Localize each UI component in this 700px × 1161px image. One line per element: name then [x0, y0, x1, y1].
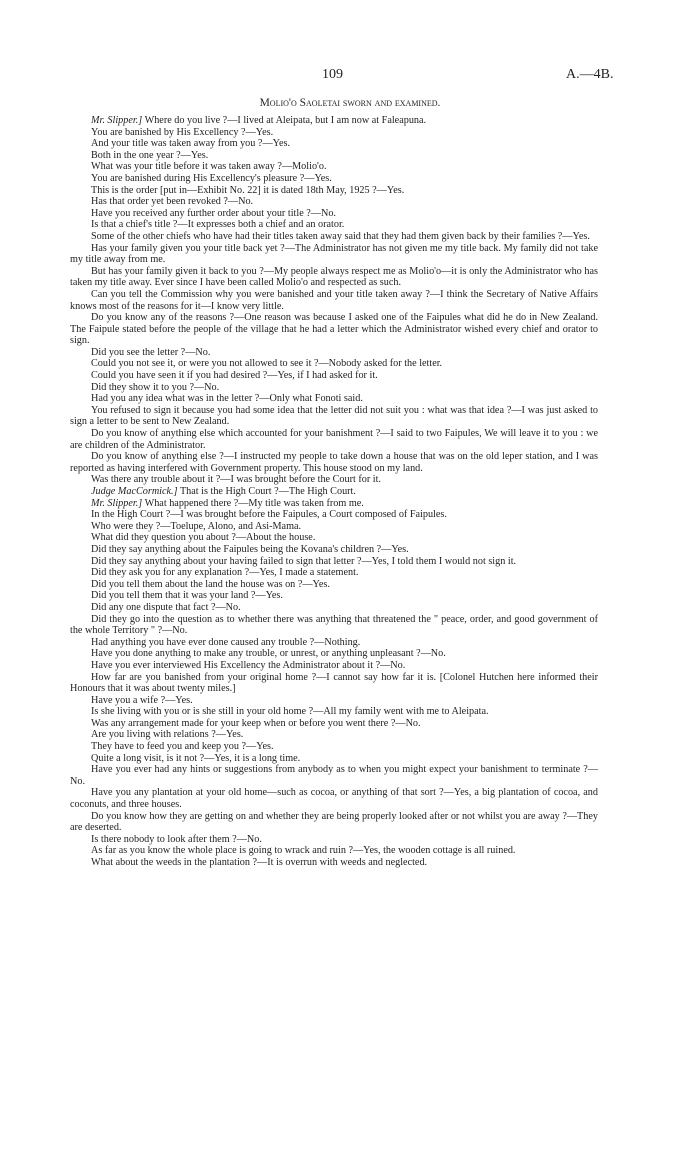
testimony-paragraph — [70, 347, 598, 359]
testimony-paragraph — [70, 787, 598, 810]
testimony-paragraph — [70, 706, 598, 718]
testimony-paragraph — [70, 660, 598, 672]
paragraph-text: And your title was taken away from you ?—Yes. — [91, 138, 290, 150]
testimony-paragraph — [70, 532, 598, 544]
testimony-paragraph — [70, 266, 598, 289]
paragraph-text: Have you ever interviewed His Excellency the Administrator about it ?—No. — [91, 659, 406, 671]
paragraph-text: You are banished by His Excellency ?—Yes. — [91, 126, 274, 138]
testimony-paragraph — [70, 370, 598, 382]
paragraph-text: Who were they ?—Toelupe, Alono, and Asi-Mama. — [91, 520, 302, 532]
paragraph-text: In the High Court ?—I was brought before the Faipules, a Court composed of Faipules. — [91, 509, 447, 521]
paragraph-text: Have you any plantation at your old home—such as cocoa, or anything of that sort ?—Yes, a big plantation of cocoa, and coconuts, and three houses. — [70, 787, 598, 811]
paragraph-text: Where do you live ?—I lived at Aleipata, but I am now at Faleapuna. — [142, 115, 427, 126]
testimony-paragraph — [70, 138, 598, 150]
paragraph-text: Have you ever had any hints or suggestions from anybody as to when you might expect your banishment to terminate ?—No. — [70, 764, 598, 787]
paragraph-text: Had anything you have ever done caused any trouble ?—Nothing. — [91, 636, 361, 648]
paragraph-text: Did they ask you for any explanation ?—Yes, I made a statement. — [91, 567, 359, 579]
testimony-paragraph — [70, 648, 598, 660]
testimony-paragraph — [70, 405, 598, 428]
testimony-paragraph — [70, 498, 598, 510]
testimony-paragraph — [70, 695, 598, 707]
testimony-paragraph — [70, 289, 598, 312]
paragraph-text: Quite a long visit, is it not ?—Yes, it is a long time. — [91, 752, 301, 764]
testimony-paragraph — [70, 729, 598, 741]
testimony-paragraph — [70, 579, 598, 591]
paragraph-text: Have you a wife ?—Yes. — [91, 694, 193, 706]
paragraph-text: You refused to sign it because you had some idea that the letter did not suit you : what was that idea ?—I was just asked to sign a letter to be sent to New Zealand. — [70, 404, 598, 428]
testimony-paragraph — [70, 185, 598, 197]
paragraph-text: Is that a chief's title ?—It expresses both a chief and an orator. — [91, 219, 345, 231]
testimony-paragraph — [70, 474, 598, 486]
testimony-paragraph — [70, 614, 598, 637]
testimony-paragraph — [70, 672, 598, 695]
paragraph-text: Has that order yet been revoked ?—No. — [91, 196, 254, 208]
paragraph-text: Some of the other chiefs who have had their titles taken away said that they had them given back by their families ?—Yes. — [91, 230, 590, 242]
paragraph-text: Both in the one year ?—Yes. — [91, 149, 209, 161]
testimony-paragraph — [70, 509, 598, 521]
testimony-paragraph — [70, 382, 598, 394]
testimony-paragraph — [70, 243, 598, 266]
page-number: 109 — [322, 67, 343, 82]
testimony-paragraph — [70, 115, 598, 127]
testimony-paragraph — [70, 637, 598, 649]
paragraph-text: Did any one dispute that fact ?—No. — [91, 601, 241, 613]
testimony-paragraph — [70, 602, 598, 614]
testimony-paragraph — [70, 590, 598, 602]
testimony-paragraph — [70, 753, 598, 765]
paragraph-text: How far are you banished from your original home ?—I cannot say how far it is. [Colonel Hutchen here informed their Honours that it was about twenty miles.] — [70, 671, 598, 695]
paragraph-text: Do you know how they are getting on and whether they are being properly looked after or not whilst you are away ?—They are deserted. — [70, 810, 598, 834]
testimony-paragraph — [70, 208, 598, 220]
paragraph-text: But has your family given it back to you ?—My people always respect me as Molio'o—it is only the Administrator who has taken my title away. Ever since I have been called Molio'o and respected as such. — [70, 265, 598, 289]
paragraph-text: Is she living with you or is she still in your old home ?—All my family went with me to Aleipata. — [91, 706, 489, 718]
testimony-paragraph — [70, 393, 598, 405]
testimony-paragraph — [70, 567, 598, 579]
document-reference: A.—4B. — [566, 67, 614, 82]
paragraph-text: Could you not see it, or were you not allowed to see it ?—Nobody asked for the letter. — [91, 358, 443, 370]
paragraph-text: Did you tell them about the land the house was on ?—Yes. — [91, 578, 330, 590]
section-title-text: Molio'o Saoletai sworn and examined. — [259, 97, 441, 109]
paragraph-text: Did you see the letter ?—No. — [91, 346, 211, 358]
testimony-paragraph — [70, 161, 598, 173]
section-title — [0, 97, 700, 109]
testimony-paragraph — [70, 741, 598, 753]
paragraph-text: Did they say anything about the Faipules being the Kovana's children ?—Yes. — [91, 543, 409, 555]
paragraph-text: You are banished during His Excellency's pleasure ?—Yes. — [91, 172, 332, 184]
testimony-paragraph — [70, 219, 598, 231]
testimony-paragraph — [70, 127, 598, 139]
paragraph-text: Did they go into the question as to whether there was anything that threatened the " peace, order, and good government of the whole Territory " ?—No. — [70, 613, 598, 637]
speaker-label: Mr. Slipper.] — [91, 497, 143, 509]
page-header — [0, 67, 700, 87]
paragraph-text: Had you any idea what was in the letter ?—Only what Fonoti said. — [91, 393, 363, 405]
paragraph-text: That is the High Court ?—The High Court. — [177, 486, 356, 497]
paragraph-text: Did they show it to you ?—No. — [91, 381, 220, 393]
paragraph-text: Are you living with relations ?—Yes. — [91, 729, 244, 741]
paragraph-text: This is the order [put in—Exhibit No. 22] it is dated 18th May, 1925 ?—Yes. — [91, 184, 405, 196]
testimony-body — [70, 115, 598, 869]
testimony-paragraph — [70, 811, 598, 834]
paragraph-text: Have you received any further order about your title ?—No. — [91, 207, 336, 219]
paragraph-text: Could you have seen it if you had desired ?—Yes, if I had asked for it. — [91, 370, 378, 382]
testimony-paragraph — [70, 834, 598, 846]
paragraph-text: Did they say anything about your having failed to sign that letter ?—Yes, I told them I would not sign it. — [91, 555, 517, 567]
testimony-paragraph — [70, 556, 598, 568]
speaker-label: Judge MacCormick.] — [91, 486, 178, 497]
paragraph-text: Has your family given you your title back yet ?—The Administrator has not given me my title back. My family did not take my title away from me. — [70, 242, 598, 266]
paragraph-text: Do you know of anything else which accounted for your banishment ?—I said to two Faipules, We will leave it to you : we are children of the Administrator. — [70, 428, 598, 451]
testimony-paragraph — [70, 764, 598, 787]
testimony-paragraph — [70, 358, 598, 370]
testimony-paragraph — [70, 544, 598, 556]
testimony-paragraph — [70, 173, 598, 185]
testimony-paragraph — [70, 845, 598, 857]
testimony-paragraph — [70, 451, 598, 474]
paragraph-text: What did they question you about ?—About the house. — [91, 532, 316, 544]
paragraph-text: Have you done anything to make any trouble, or unrest, or anything unpleasant ?—No. — [91, 648, 446, 660]
testimony-paragraph — [70, 521, 598, 533]
testimony-paragraph — [70, 857, 598, 869]
speaker-label: Mr. Slipper.] — [91, 115, 143, 126]
testimony-paragraph — [70, 428, 598, 451]
paragraph-text: Can you tell the Commission why you were banished and your title taken away ?—I think the Secretary of Native Affairs knows most of the reasons for it—I know very little. — [70, 288, 598, 312]
testimony-paragraph — [70, 196, 598, 208]
testimony-paragraph — [70, 486, 598, 498]
paragraph-text: They have to feed you and keep you ?—Yes. — [91, 741, 274, 753]
testimony-paragraph — [70, 718, 598, 730]
paragraph-text: What about the weeds in the plantation ?—It is overrun with weeds and neglected. — [91, 857, 428, 868]
paragraph-text: What happened there ?—My title was taken from me. — [142, 497, 364, 509]
paragraph-text: Do you know of anything else ?—I instructed my people to take down a house that was on the old leper station, and I was reported as having interfered with Government property. This house stood on my land. — [70, 451, 598, 474]
testimony-paragraph — [70, 312, 598, 347]
paragraph-text: As far as you know the whole place is going to wrack and ruin ?—Yes, the wooden cottage is all ruined. — [91, 845, 516, 857]
paragraph-text: Is there nobody to look after them ?—No. — [91, 833, 262, 845]
paragraph-text: Did you tell them that it was your land ?—Yes. — [91, 590, 283, 602]
paragraph-text: Was any arrangement made for your keep when or before you went there ?—No. — [91, 717, 421, 729]
testimony-paragraph — [70, 150, 598, 162]
testimony-paragraph — [70, 231, 598, 243]
paragraph-text: Was there any trouble about it ?—I was brought before the Court for it. — [91, 474, 382, 486]
paragraph-text: What was your title before it was taken away ?—Molio'o. — [91, 161, 327, 173]
paragraph-text: Do you know any of the reasons ?—One reason was because I asked one of the Faipules what did he do in New Zealand. The Faipule stated before the people of the village that he had a letter which the Administrator wished every chief and orator to sign. — [70, 312, 598, 347]
